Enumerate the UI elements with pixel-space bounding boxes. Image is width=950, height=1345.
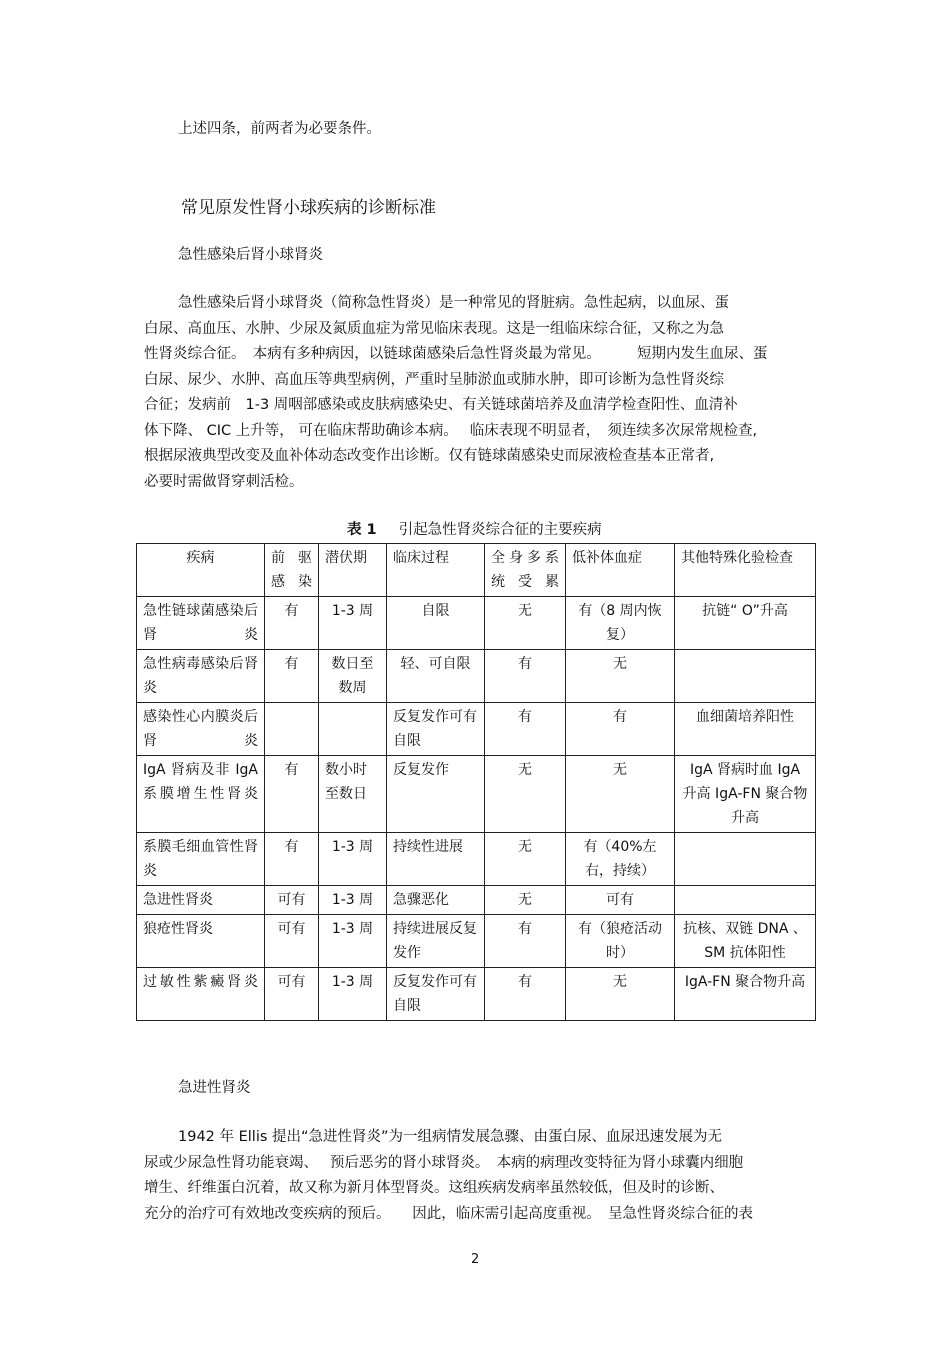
- cell-complement: 有（8 周内恢复）: [566, 597, 675, 650]
- cell-prodromal: 可有: [265, 886, 319, 915]
- paragraph-line: 根据尿液典型改变及血补体动态改变作出诊断。仅有链球菌感染史而尿液检查基本正常者,: [144, 448, 715, 464]
- header-hypocomplementemia: 低补体血症: [566, 544, 675, 597]
- cell-disease: 感染性心内膜炎后肾炎: [137, 703, 265, 756]
- cell-course: 反复发作可有自限: [387, 968, 485, 1021]
- paragraph-line: 合征；发病前 1-3 周咽部感染或皮肤病感染史、有关链球菌培养及血清学检查阳性、血清补: [144, 397, 738, 413]
- cell-incubation: 数日至数周: [319, 650, 387, 703]
- table-row: [137, 597, 816, 650]
- cell-complement: 无: [566, 756, 675, 833]
- cell-systemic: 无: [485, 833, 566, 886]
- cell-incubation: 数小时至数日: [319, 756, 387, 833]
- cell-prodromal: 有: [265, 756, 319, 833]
- table-row: [137, 703, 816, 756]
- cell-incubation: 1-3 周: [319, 833, 387, 886]
- cell-systemic: 有: [485, 915, 566, 968]
- header-clinical-course: 临床过程: [387, 544, 485, 597]
- cell-disease: 系膜毛细血管性肾炎: [137, 833, 265, 886]
- header-incubation: 潜伏期: [319, 544, 387, 597]
- cell-prodromal: 可有: [265, 915, 319, 968]
- table-row: [137, 833, 816, 886]
- cell-systemic: 无: [485, 597, 566, 650]
- paragraph-line: 1942 年 Ellis 提出“急进性肾炎”为一组病情发展急骤、由蛋白尿、血尿迅速发展为无: [178, 1129, 723, 1145]
- cell-tests: 抗链“ O”升高: [675, 597, 816, 650]
- subsection-title-acute-glomerulonephritis: 急性感染后肾小球肾炎: [178, 247, 323, 263]
- paragraph-line: 体下降、 CIC 上升等， 可在临床帮助确诊本病。 临床表现不明显者， 须连续多次尿常规检查,: [144, 422, 758, 439]
- cell-disease: 急进性肾炎: [137, 886, 265, 915]
- table-caption: [347, 518, 602, 539]
- paragraph-line: 尿或少尿急性肾功能衰竭、 预后恶劣的肾小球肾炎。 本病的病理改变特征为肾小球囊内细胞: [144, 1154, 744, 1171]
- section-title: 常见原发性肾小球疾病的诊断标准: [181, 198, 436, 218]
- header-systemic-involvement: 全身多系统受累: [485, 544, 566, 597]
- cell-course: 持续性进展: [387, 833, 485, 886]
- cell-disease: 狼疮性肾炎: [137, 915, 265, 968]
- cell-prodromal: 有: [265, 597, 319, 650]
- table-caption-text: 引起急性肾炎综合征的主要疾病: [398, 522, 602, 538]
- table-header-row: [137, 544, 816, 597]
- cell-tests: 抗核、双链 DNA 、SM 抗体阳性: [675, 915, 816, 968]
- cell-complement: 无: [566, 650, 675, 703]
- cell-systemic: 有: [485, 703, 566, 756]
- cell-course: 持续进展反复发作: [387, 915, 485, 968]
- cell-course: 急骤恶化: [387, 886, 485, 915]
- header-disease: 疾病: [137, 544, 265, 597]
- cell-course: 反复发作可有自限: [387, 703, 485, 756]
- cell-tests: [675, 833, 816, 886]
- table-row: [137, 915, 816, 968]
- cell-incubation: [319, 703, 387, 756]
- cell-complement: 可有: [566, 886, 675, 915]
- header-prodromal-infection: 前驱感染: [265, 544, 319, 597]
- cell-course: 轻、可自限: [387, 650, 485, 703]
- cell-tests: IgA-FN 聚合物升高: [675, 968, 816, 1021]
- cell-disease: 急性链球菌感染后肾炎: [137, 597, 265, 650]
- cell-incubation: 1-3 周: [319, 968, 387, 1021]
- cell-incubation: 1-3 周: [319, 597, 387, 650]
- table-row: [137, 886, 816, 915]
- paragraph-line: 白尿、高血压、水肿、少尿及氮质血症为常见临床表现。这是一组临床综合征，又称之为急: [144, 320, 724, 337]
- disease-table: [136, 543, 816, 1021]
- cell-complement: 有: [566, 703, 675, 756]
- cell-disease: 急性病毒感染后肾炎: [137, 650, 265, 703]
- cell-tests: 血细菌培养阳性: [675, 703, 816, 756]
- paragraph-line: 急性感染后肾小球肾炎（简称急性肾炎）是一种常见的肾脏病。急性起病，以血尿、蛋: [178, 295, 729, 311]
- cell-tests: [675, 886, 816, 915]
- paragraph-line: 性肾炎综合征。 本病有多种病因，以链球菌感染后急性肾炎最为常见。 短期内发生血尿、蛋: [144, 346, 768, 362]
- cell-systemic: 有: [485, 650, 566, 703]
- cell-systemic: 无: [485, 756, 566, 833]
- cell-prodromal: [265, 703, 319, 756]
- cell-incubation: 1-3 周: [319, 886, 387, 915]
- table-row: [137, 650, 816, 703]
- cell-prodromal: 有: [265, 833, 319, 886]
- paragraph-acute-glomerulonephritis: [144, 291, 768, 495]
- table-row: [137, 968, 816, 1021]
- paragraph-line: 充分的治疗可有效地改变疾病的预后。 因此，临床需引起高度重视。 呈急性肾炎综合征的表: [144, 1205, 753, 1222]
- cell-course: 自限: [387, 597, 485, 650]
- cell-complement: 无: [566, 968, 675, 1021]
- cell-disease: IgA 肾病及非 IgA 系膜增生性肾炎: [137, 756, 265, 833]
- paragraph-line: 白尿、尿少、水肿、高血压等典型病例，严重时呈肺淤血或肺水肿，即可诊断为急性肾炎综: [144, 371, 724, 388]
- cell-course: 反复发作: [387, 756, 485, 833]
- cell-incubation: 1-3 周: [319, 915, 387, 968]
- intro-line: 上述四条，前两者为必要条件。: [178, 121, 381, 137]
- paragraph-line: 增生、纤维蛋白沉着，故又称为新月体型肾炎。这组疾病发病率虽然较低，但及时的诊断、: [144, 1180, 724, 1196]
- cell-prodromal: 有: [265, 650, 319, 703]
- cell-complement: 有（40%左右，持续）: [566, 833, 675, 886]
- cell-tests: [675, 650, 816, 703]
- subsection-title-rapidly-progressive: 急进性肾炎: [178, 1080, 251, 1096]
- table-caption-number: 表 1: [347, 522, 377, 538]
- paragraph-rapidly-progressive: [144, 1125, 753, 1227]
- cell-prodromal: 可有: [265, 968, 319, 1021]
- cell-complement: 有（狼疮活动时）: [566, 915, 675, 968]
- table-row: [137, 756, 816, 833]
- page-number: 2: [471, 1252, 480, 1267]
- cell-disease: 过敏性紫癜肾炎: [137, 968, 265, 1021]
- cell-systemic: 无: [485, 886, 566, 915]
- header-special-tests: 其他特殊化验检查: [675, 544, 816, 597]
- cell-systemic: 有: [485, 968, 566, 1021]
- paragraph-line: 必要时需做肾穿刺活检。: [144, 473, 304, 490]
- cell-tests: IgA 肾病时血 IgA 升高 IgA-FN 聚合物升高: [675, 756, 816, 833]
